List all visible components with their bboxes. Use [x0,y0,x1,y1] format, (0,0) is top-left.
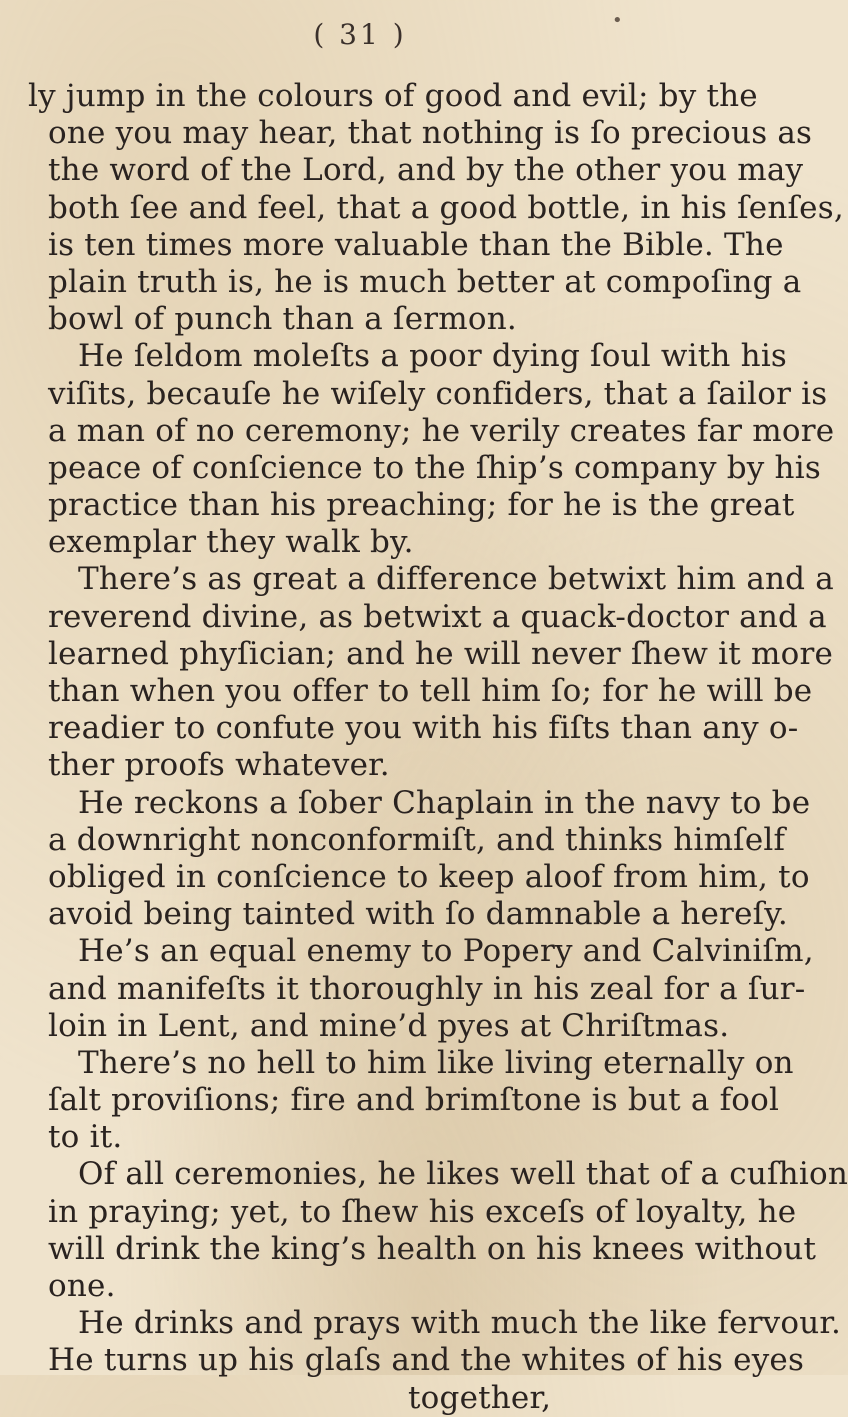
text-line: He reckons a ſober Chaplain in the navy to be [78,784,811,821]
text-line: practice than his preaching; for he is the great [48,487,795,524]
text-line: He turns up his glaſs and the whites of his eyes [48,1342,805,1379]
text-line: plain truth is, he is much better at compoſing a [48,263,802,300]
ink-speck: • [612,10,623,31]
text-line: will drink the king’s health on his knees without [48,1230,817,1267]
text-line: learned phyſician; and he will never ſhew it more [48,635,834,672]
page-number: ( 31 ) [313,18,407,51]
text-line: bowl of punch than a ſermon. [48,301,517,338]
text-line: exemplar they walk by. [48,524,414,561]
text-line: in praying; yet, to ſhew his exceſs of loyalty, he [48,1193,797,1230]
text-line: reverend divine, as betwixt a quack-doctor and a [48,598,827,635]
text-line: He ſeldom moleſts a poor dying ſoul with his [78,338,788,375]
text-line: He’s an equal enemy to Popery and Calviniſm, [78,933,814,970]
text-line: He drinks and prays with much the like fervour. [78,1305,842,1342]
text-line: and manifeſts it thoroughly in his zeal for a ſur- [48,970,806,1007]
text-line: ſalt proviſions; fire and brimſtone is but a fool [48,1082,780,1119]
text-line: to it. [48,1119,123,1156]
body-text [28,78,848,1417]
text-line: There’s as great a difference betwixt him and a [78,561,834,598]
text-line: peace of conſcience to the ſhip’s company by his [48,449,821,486]
text-line: both ſee and feel, that a good bottle, in his ſenſes, [48,189,844,226]
text-line: ther proofs whatever. [48,747,390,784]
text-line: Of all ceremonies, he likes well that of a cuſhion [78,1156,848,1193]
text-line: a man of no ceremony; he verily creates far more [48,412,835,449]
text-line: viſits, becauſe he wiſely confiders, that a ſailor is [48,375,828,412]
text-line: the word of the Lord, and by the other you may [48,152,804,189]
catchword: together, [408,1379,552,1416]
text-line: ly jump in the colours of good and evil; by the [28,78,758,114]
text-line: loin in Lent, and mine’d pyes at Chriſtmas. [48,1007,730,1044]
text-line: avoid being tainted with ſo damnable a hereſy. [48,896,788,933]
text-line: one. [48,1268,116,1304]
text-line: one you may hear, that nothing is ſo precious as [48,115,813,152]
text-line: than when you offer to tell him ſo; for he will be [48,673,813,709]
text-line: obliged in conſcience to keep aloof from him, to [48,858,810,895]
text-line: a downright nonconformiſt, and thinks himſelf [48,821,786,858]
text-line: is ten times more valuable than the Bible. The [48,226,784,263]
text-line: There’s no hell to him like living eternally on [78,1044,794,1081]
text-line: readier to confute you with his fiſts than any o- [48,710,799,747]
